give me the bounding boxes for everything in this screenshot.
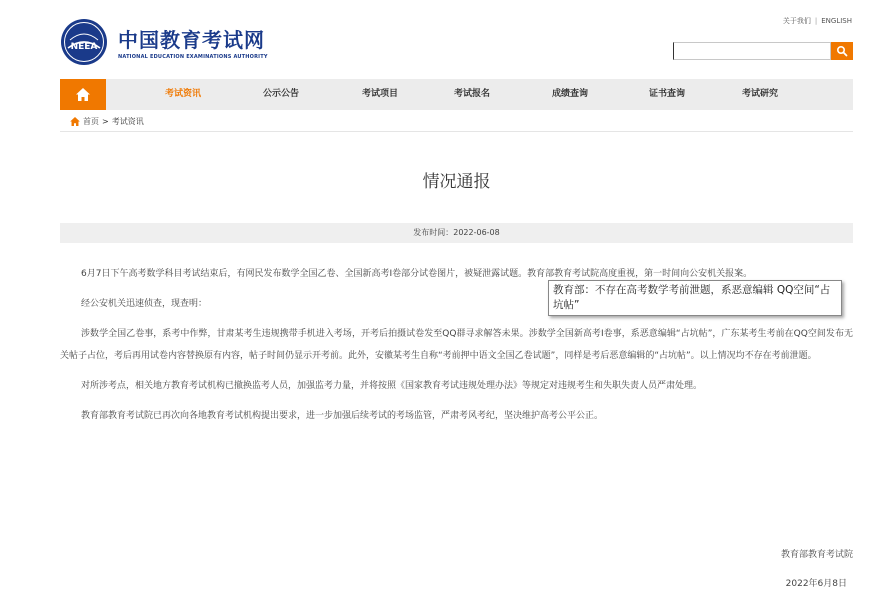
nav-item-registration[interactable]: 考试报名 xyxy=(453,89,491,99)
breadcrumb-home[interactable]: 首页 xyxy=(83,117,99,126)
nav-item-exam-research[interactable]: 考试研究 xyxy=(741,89,779,99)
article-paragraph: 6月7日下午高考数学科目考试结束后，有网民发布数学全国乙卷、全国新高考I卷部分试卷图片，被疑泄露试题。教育部教育考试院高度重视，第一时间向公安机关报案。 xyxy=(81,269,753,279)
english-link[interactable]: ENGLISH xyxy=(821,17,852,25)
breadcrumb-home-icon xyxy=(70,117,80,126)
nav-home-button[interactable] xyxy=(60,79,106,110)
publish-date: 发布时间：2022-06-08 xyxy=(413,228,500,237)
nav-item-announcements[interactable]: 公示公告 xyxy=(262,89,300,99)
search-button[interactable] xyxy=(831,42,853,60)
article-paragraph: 经公安机关迅速侦查，现查明： xyxy=(81,299,208,309)
breadcrumb-separator: > xyxy=(102,117,109,126)
nav-item-exam-projects[interactable]: 考试项目 xyxy=(361,89,399,99)
breadcrumb-current[interactable]: 考试资讯 xyxy=(111,117,144,126)
article-title: 情况通报 xyxy=(422,172,491,192)
search-icon xyxy=(836,45,848,57)
article-paragraph: 对所涉考点，相关地方教育考试机构已撤换监考人员，加强监考力量，并将按照《国家教育考试违规处理办法》等规定对违规考生和失职失责人员严肃处理。 xyxy=(81,381,703,391)
breadcrumb-divider xyxy=(60,131,853,132)
main-nav xyxy=(60,79,853,110)
link-separator: | xyxy=(814,17,818,25)
search-bar xyxy=(673,42,853,60)
site-logo[interactable] xyxy=(60,18,268,66)
title-tooltip: 教育部：不存在高考数学考前泄题，系恶意编辑 QQ空间“占坑帖” xyxy=(548,280,842,316)
about-us-link[interactable]: 关于我们 xyxy=(782,17,811,25)
nav-item-certificate-query[interactable]: 证书查询 xyxy=(648,89,686,99)
breadcrumb xyxy=(70,116,144,127)
logo-mark-text: NEEA xyxy=(70,42,98,52)
top-links xyxy=(783,16,852,26)
publish-date-bar xyxy=(60,223,853,243)
article-signature: 教育部教育考试院 xyxy=(780,550,853,560)
article-sign-date: 2022年6月8日 xyxy=(785,579,847,589)
logo-title: 中国教育考试网 xyxy=(118,27,265,52)
logo-subtitle: NATIONAL EDUCATION EXAMINATIONS AUTHORITY xyxy=(118,53,268,60)
neea-emblem-icon xyxy=(60,18,108,66)
article-paragraph: 涉数学全国乙卷事，系考中作弊，甘肃某考生违规携带手机进入考场，开考后拍摄试卷发至QQ群寻求解答未果。涉数学全国新高考I卷事，系恶意编辑“占坑帖”，广东某考生考前在QQ空间发布无关帖子占位，考后再用试卷内容替换原有内容，帖子时间仍显示开考前。此外，安徽某考生自称“考前押中语文全国乙卷试题”，同样是考后恶意编辑的“占坑帖”。以上情况均不存在考前泄题。 xyxy=(60,329,853,361)
search-input[interactable] xyxy=(673,42,831,60)
nav-item-exam-news[interactable]: 考试资讯 xyxy=(164,89,202,99)
home-icon xyxy=(76,88,90,101)
article-paragraph: 教育部教育考试院已再次向各地教育考试机构提出要求，进一步加强后续考试的考场监管，严肃考风考纪，坚决维护高考公平公正。 xyxy=(81,411,604,421)
nav-item-score-query[interactable]: 成绩查询 xyxy=(551,89,589,99)
